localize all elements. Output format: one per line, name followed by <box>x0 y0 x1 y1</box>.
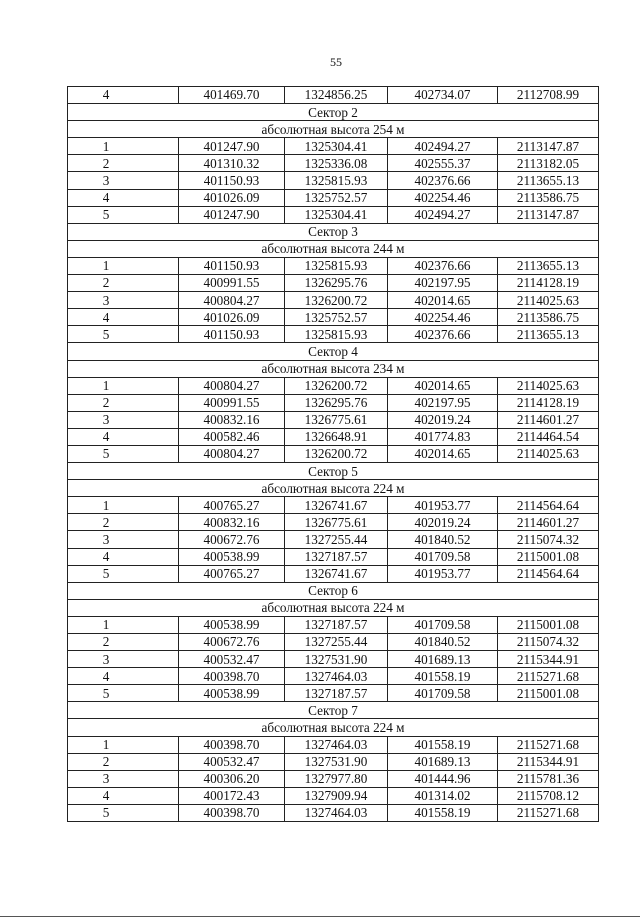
coord-y2-cell: 2114025.63 <box>498 445 599 462</box>
coord-x1-cell: 400804.27 <box>179 377 285 394</box>
coord-y2-cell: 2115344.91 <box>498 753 599 770</box>
coord-y1-cell: 1325304.41 <box>285 138 388 155</box>
table-row <box>68 514 599 531</box>
table-row <box>68 445 599 462</box>
table-row <box>68 668 599 685</box>
coord-y1-cell: 1326295.76 <box>285 275 388 292</box>
section-title-row <box>68 719 599 736</box>
coord-y2-cell: 2114128.19 <box>498 275 599 292</box>
coord-x2-cell: 402734.07 <box>388 87 498 104</box>
coord-y1-cell: 1325815.93 <box>285 172 388 189</box>
coord-x2-cell: 402254.46 <box>388 189 498 206</box>
coord-y1-cell: 1325815.93 <box>285 326 388 343</box>
section-title: абсолютная высота 224 м <box>68 480 599 497</box>
coord-y2-cell: 2113586.75 <box>498 309 599 326</box>
coord-x2-cell: 402014.65 <box>388 445 498 462</box>
section-title: абсолютная высота 224 м <box>68 719 599 736</box>
coord-y1-cell: 1327187.57 <box>285 548 388 565</box>
section-title: абсолютная высота 254 м <box>68 121 599 138</box>
coord-y2-cell: 2115001.08 <box>498 548 599 565</box>
point-number-cell: 3 <box>68 172 179 189</box>
coord-y1-cell: 1326775.61 <box>285 514 388 531</box>
coord-y2-cell: 2113655.13 <box>498 172 599 189</box>
coord-x1-cell: 400538.99 <box>179 685 285 702</box>
table-row <box>68 787 599 804</box>
coord-x1-cell: 400672.76 <box>179 531 285 548</box>
coord-x2-cell: 402197.95 <box>388 394 498 411</box>
point-number-cell: 4 <box>68 189 179 206</box>
table-row <box>68 736 599 753</box>
coord-x2-cell: 401840.52 <box>388 531 498 548</box>
coord-y2-cell: 2114128.19 <box>498 394 599 411</box>
coord-x1-cell: 400532.47 <box>179 651 285 668</box>
table-row <box>68 548 599 565</box>
point-number-cell: 3 <box>68 411 179 428</box>
table-row <box>68 428 599 445</box>
coord-x1-cell: 400398.70 <box>179 736 285 753</box>
coord-y2-cell: 2115271.68 <box>498 668 599 685</box>
coord-x1-cell: 401247.90 <box>179 138 285 155</box>
table-row <box>68 377 599 394</box>
table-row <box>68 411 599 428</box>
table-row <box>68 565 599 582</box>
point-number-cell: 2 <box>68 275 179 292</box>
coord-y2-cell: 2114464.54 <box>498 428 599 445</box>
coord-x1-cell: 401469.70 <box>179 87 285 104</box>
coord-y2-cell: 2114025.63 <box>498 292 599 309</box>
coord-y1-cell: 1325752.57 <box>285 189 388 206</box>
coord-x1-cell: 400991.55 <box>179 275 285 292</box>
section-title-row <box>68 104 599 121</box>
table-row <box>68 770 599 787</box>
coord-x2-cell: 402014.65 <box>388 292 498 309</box>
coord-y2-cell: 2114564.64 <box>498 565 599 582</box>
coord-y2-cell: 2115271.68 <box>498 804 599 821</box>
coord-y1-cell: 1327255.44 <box>285 634 388 651</box>
coord-x2-cell: 401774.83 <box>388 428 498 445</box>
coord-y2-cell: 2113147.87 <box>498 206 599 223</box>
table-row <box>68 292 599 309</box>
section-title-row <box>68 480 599 497</box>
coord-y1-cell: 1327531.90 <box>285 651 388 668</box>
coord-x1-cell: 400538.99 <box>179 548 285 565</box>
table-row <box>68 394 599 411</box>
coord-y2-cell: 2115074.32 <box>498 634 599 651</box>
coord-x2-cell: 401689.13 <box>388 651 498 668</box>
section-title: Сектор 4 <box>68 343 599 360</box>
coord-x2-cell: 402376.66 <box>388 172 498 189</box>
point-number-cell: 1 <box>68 497 179 514</box>
coord-x2-cell: 401709.58 <box>388 616 498 633</box>
point-number-cell: 3 <box>68 531 179 548</box>
coord-y2-cell: 2114601.27 <box>498 514 599 531</box>
section-title-row <box>68 360 599 377</box>
coord-x1-cell: 400991.55 <box>179 394 285 411</box>
page-number: 55 <box>330 55 342 69</box>
coord-x2-cell: 402494.27 <box>388 206 498 223</box>
coordinates-table <box>67 86 599 822</box>
point-number-cell: 5 <box>68 326 179 343</box>
point-number-cell: 5 <box>68 804 179 821</box>
table-row <box>68 685 599 702</box>
point-number-cell: 4 <box>68 787 179 804</box>
coord-x1-cell: 400765.27 <box>179 497 285 514</box>
coord-x1-cell: 401150.93 <box>179 257 285 274</box>
section-title: абсолютная высота 224 м <box>68 599 599 616</box>
coord-x2-cell: 401314.02 <box>388 787 498 804</box>
point-number-cell: 2 <box>68 155 179 172</box>
coord-x2-cell: 401840.52 <box>388 634 498 651</box>
coord-x2-cell: 401953.77 <box>388 565 498 582</box>
coord-x2-cell: 401558.19 <box>388 668 498 685</box>
coord-x2-cell: 402494.27 <box>388 138 498 155</box>
coord-x1-cell: 400306.20 <box>179 770 285 787</box>
coordinates-table-body <box>68 87 599 822</box>
coord-x1-cell: 401150.93 <box>179 326 285 343</box>
coord-y2-cell: 2113655.13 <box>498 326 599 343</box>
table-row <box>68 753 599 770</box>
coord-x2-cell: 401953.77 <box>388 497 498 514</box>
section-title: абсолютная высота 234 м <box>68 360 599 377</box>
coord-y1-cell: 1326741.67 <box>285 565 388 582</box>
coord-x1-cell: 400538.99 <box>179 616 285 633</box>
coord-y2-cell: 2115344.91 <box>498 651 599 668</box>
point-number-cell: 2 <box>68 394 179 411</box>
coord-y1-cell: 1326775.61 <box>285 411 388 428</box>
point-number-cell: 3 <box>68 292 179 309</box>
coord-y1-cell: 1326200.72 <box>285 377 388 394</box>
point-number-cell: 4 <box>68 668 179 685</box>
table-row <box>68 172 599 189</box>
coord-x1-cell: 401026.09 <box>179 189 285 206</box>
coord-x2-cell: 402376.66 <box>388 326 498 343</box>
table-row <box>68 206 599 223</box>
table-row <box>68 651 599 668</box>
coord-y1-cell: 1325815.93 <box>285 257 388 274</box>
point-number-cell: 1 <box>68 138 179 155</box>
coord-y2-cell: 2112708.99 <box>498 87 599 104</box>
coord-x2-cell: 401709.58 <box>388 685 498 702</box>
coord-y2-cell: 2113182.05 <box>498 155 599 172</box>
coord-x2-cell: 401444.96 <box>388 770 498 787</box>
table-row <box>68 257 599 274</box>
coord-y1-cell: 1327531.90 <box>285 753 388 770</box>
coord-x2-cell: 402019.24 <box>388 411 498 428</box>
coord-y1-cell: 1325304.41 <box>285 206 388 223</box>
table-row <box>68 87 599 104</box>
section-title-row <box>68 240 599 257</box>
table-row <box>68 189 599 206</box>
coord-y2-cell: 2113147.87 <box>498 138 599 155</box>
point-number-cell: 4 <box>68 548 179 565</box>
section-title-row <box>68 702 599 719</box>
coord-x1-cell: 400172.43 <box>179 787 285 804</box>
table-row <box>68 531 599 548</box>
point-number-cell: 1 <box>68 736 179 753</box>
page-bottom-edge <box>0 916 640 917</box>
coord-x2-cell: 401558.19 <box>388 736 498 753</box>
coord-y2-cell: 2114025.63 <box>498 377 599 394</box>
coord-y1-cell: 1325752.57 <box>285 309 388 326</box>
coord-x1-cell: 400765.27 <box>179 565 285 582</box>
section-title: Сектор 3 <box>68 223 599 240</box>
point-number-cell: 5 <box>68 206 179 223</box>
coord-y2-cell: 2115001.08 <box>498 616 599 633</box>
section-title: Сектор 5 <box>68 463 599 480</box>
coord-y2-cell: 2115781.36 <box>498 770 599 787</box>
point-number-cell: 2 <box>68 514 179 531</box>
coord-y2-cell: 2115074.32 <box>498 531 599 548</box>
section-title-row <box>68 582 599 599</box>
point-number-cell: 5 <box>68 565 179 582</box>
section-title-row <box>68 223 599 240</box>
coord-y1-cell: 1326741.67 <box>285 497 388 514</box>
coord-y1-cell: 1327255.44 <box>285 531 388 548</box>
section-title-row <box>68 343 599 360</box>
coord-y2-cell: 2115001.08 <box>498 685 599 702</box>
coord-y2-cell: 2115708.12 <box>498 787 599 804</box>
point-number-cell: 4 <box>68 87 179 104</box>
table-row <box>68 155 599 172</box>
coord-y1-cell: 1327464.03 <box>285 736 388 753</box>
coord-y1-cell: 1324856.25 <box>285 87 388 104</box>
coord-x1-cell: 400804.27 <box>179 445 285 462</box>
point-number-cell: 4 <box>68 428 179 445</box>
table-row <box>68 326 599 343</box>
coord-y1-cell: 1327187.57 <box>285 685 388 702</box>
coord-x1-cell: 400832.16 <box>179 411 285 428</box>
coord-x1-cell: 401150.93 <box>179 172 285 189</box>
point-number-cell: 1 <box>68 377 179 394</box>
coord-y1-cell: 1326648.91 <box>285 428 388 445</box>
coord-y1-cell: 1326200.72 <box>285 292 388 309</box>
point-number-cell: 2 <box>68 634 179 651</box>
coord-y2-cell: 2114564.64 <box>498 497 599 514</box>
coord-x2-cell: 401558.19 <box>388 804 498 821</box>
point-number-cell: 2 <box>68 753 179 770</box>
coord-x2-cell: 402014.65 <box>388 377 498 394</box>
coord-x2-cell: 401709.58 <box>388 548 498 565</box>
coord-y2-cell: 2113655.13 <box>498 257 599 274</box>
coord-y1-cell: 1327909.94 <box>285 787 388 804</box>
coord-x2-cell: 401689.13 <box>388 753 498 770</box>
coord-y1-cell: 1325336.08 <box>285 155 388 172</box>
coord-x2-cell: 402019.24 <box>388 514 498 531</box>
section-title-row <box>68 463 599 480</box>
coord-y1-cell: 1326200.72 <box>285 445 388 462</box>
section-title: Сектор 6 <box>68 582 599 599</box>
section-title: Сектор 7 <box>68 702 599 719</box>
point-number-cell: 3 <box>68 770 179 787</box>
coord-x2-cell: 402555.37 <box>388 155 498 172</box>
coord-x2-cell: 402254.46 <box>388 309 498 326</box>
coord-x1-cell: 400532.47 <box>179 753 285 770</box>
coord-y1-cell: 1327464.03 <box>285 668 388 685</box>
point-number-cell: 5 <box>68 685 179 702</box>
table-row <box>68 634 599 651</box>
coord-y1-cell: 1327187.57 <box>285 616 388 633</box>
coord-x1-cell: 400398.70 <box>179 804 285 821</box>
coord-x2-cell: 402197.95 <box>388 275 498 292</box>
point-number-cell: 4 <box>68 309 179 326</box>
coord-x2-cell: 402376.66 <box>388 257 498 274</box>
coord-x1-cell: 401247.90 <box>179 206 285 223</box>
coord-y1-cell: 1327977.80 <box>285 770 388 787</box>
table-row <box>68 804 599 821</box>
point-number-cell: 3 <box>68 651 179 668</box>
point-number-cell: 1 <box>68 616 179 633</box>
coord-x1-cell: 400832.16 <box>179 514 285 531</box>
table-row <box>68 138 599 155</box>
section-title: абсолютная высота 244 м <box>68 240 599 257</box>
point-number-cell: 1 <box>68 257 179 274</box>
table-row <box>68 309 599 326</box>
table-row <box>68 616 599 633</box>
coord-y2-cell: 2115271.68 <box>498 736 599 753</box>
section-title-row <box>68 599 599 616</box>
section-title-row <box>68 121 599 138</box>
coord-x1-cell: 400804.27 <box>179 292 285 309</box>
section-title: Сектор 2 <box>68 104 599 121</box>
coord-y1-cell: 1327464.03 <box>285 804 388 821</box>
point-number-cell: 5 <box>68 445 179 462</box>
coord-y2-cell: 2114601.27 <box>498 411 599 428</box>
coord-x1-cell: 400582.46 <box>179 428 285 445</box>
coord-y2-cell: 2113586.75 <box>498 189 599 206</box>
coord-x1-cell: 401310.32 <box>179 155 285 172</box>
coord-y1-cell: 1326295.76 <box>285 394 388 411</box>
table-row <box>68 497 599 514</box>
coord-x1-cell: 400672.76 <box>179 634 285 651</box>
coord-x1-cell: 400398.70 <box>179 668 285 685</box>
table-row <box>68 275 599 292</box>
coord-x1-cell: 401026.09 <box>179 309 285 326</box>
